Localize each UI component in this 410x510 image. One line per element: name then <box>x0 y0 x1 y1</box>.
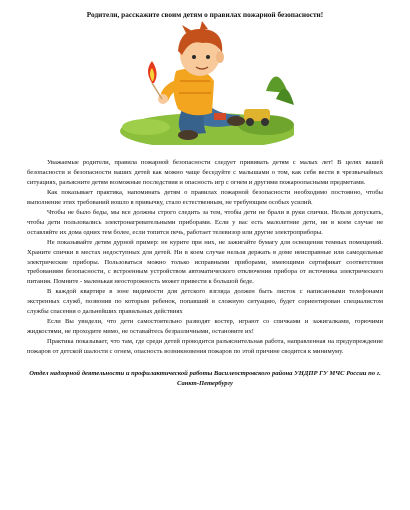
child-playing-with-matches-illustration <box>116 21 294 145</box>
paragraph-4: Не показывайте детям дурной пример: не курите при них, не зажигайте бумагу для освещения темных помещений. Храните спички в местах недоступных для детей. Ни в коем случае нельзя держать в доме неисправные или самодельные электрические приборы. Пользоваться можно только исправными приборами, имеющими сертификат соответствия требованиям безопасности, с встроенным устройством автоматического отключения прибора от источника электрического питания. Помните - маленькая неосторожность может привести к большой беде. <box>27 238 383 286</box>
paragraph-7: Практика показывает, что там, где среди детей проводится разъяснительная работа, направленная на предупреждение пожаров от детской шалости с огнем, опасность возникновения пожаров по этой причине сводится к минимуму. <box>27 338 383 356</box>
paragraph-6: Если Вы увидели, что дети самостоятельно разводят костер, играют со спичками и зажигалками, горючими жидкостями, не проходите мимо, не оставайтесь безразличными, остановите их! <box>27 318 383 336</box>
paragraph-5: В каждой квартире в зоне видимости для детского взгляда должен быть листок с написанными телефонами экстренных служб, позвонив по которым ребенок, попавший в сложную ситуацию, будет сориентирован специалистом службы спасения о дальнейших правильных действиях <box>27 288 383 316</box>
leaflet-body <box>27 158 383 357</box>
paragraph-2: Как показывает практика, напоминать детям о правилах пожарной безопасности необходимо постоянно, чтобы выполнение этих требований вошло в привычку, стало естественным, не требующим особых усилий. <box>27 188 383 206</box>
leaflet-title: Родители, расскажите своим детям о правилах пожарной безопасности! <box>86 10 324 19</box>
paragraph-3: Чтобы не было беды, мы все должны строго следить за тем, чтобы дети не брали в руки спички. Нельзя допускать, чтобы дети пользовались электронагревательными приборами. Если у вас есть малолетние дети, ни в коем случае не оставляйте их дома одних тем более, если топится печь, работает телевизор или другие электроприборы. <box>27 208 383 236</box>
paragraph-1: Уважаемые родители, правила пожарной безопасности следует прививать детям с малых лет! В целях вашей безопасности и безопасности ваших детей как можно чаще беседуйте с малышами о том, как себя вести в чрезвычайных ситуациях, разъясните детям возможные последствия и опасность игр с огнем и другими пожароопасными предметами. <box>27 159 383 186</box>
leaflet-footer: Отдел надзорной деятельности и профилактической работы Василеостровского района УНДПР ГУ МЧС России по г. Санкт-Петербургу <box>29 370 381 388</box>
